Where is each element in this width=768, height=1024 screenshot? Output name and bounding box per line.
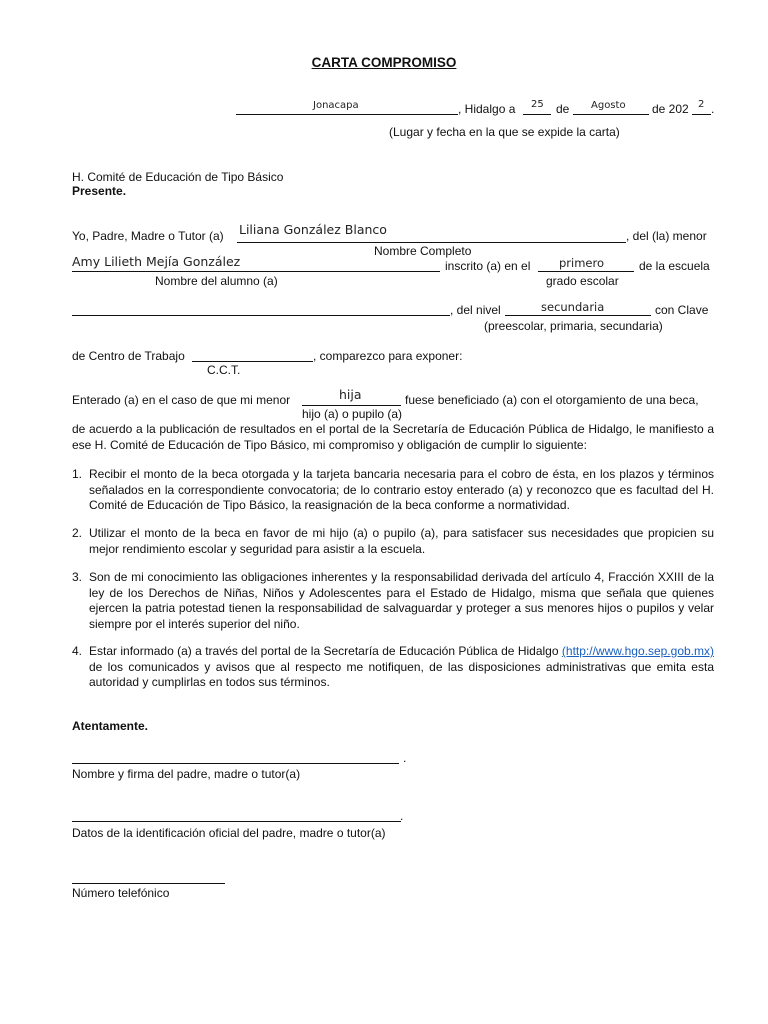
intro-paragraph: de acuerdo a la publicación de resultados en el portal de la Secretaría de Educación Pública de Hidalgo, le manifiesto a ese H. Comité de Educación de Tipo Básico, mi compromiso y obligación de cumplir lo siguiente:: [72, 422, 714, 452]
item-2-number: 2.: [72, 526, 83, 540]
phone-line: [72, 883, 225, 884]
presente-line: Presente.: [72, 184, 127, 198]
inscrito-text: inscrito (a) en el: [445, 259, 531, 273]
nombre-completo-caption: Nombre Completo: [374, 244, 472, 258]
school-blank: [72, 315, 450, 316]
year-prefix-text: de 202: [652, 102, 689, 116]
grade-blank: [538, 271, 634, 272]
hijo-caption: hijo (a) o pupilo (a): [302, 407, 403, 421]
student-name-value: Amy Lilieth Mejía González: [72, 254, 241, 269]
signature-name-line: [72, 763, 399, 764]
comparezco-text: , comparezco para exponer:: [313, 349, 463, 363]
tutor-intro-text: Yo, Padre, Madre o Tutor (a): [72, 229, 224, 243]
student-name-blank: [72, 271, 440, 272]
item-1-number: 1.: [72, 467, 83, 481]
hidalgo-text: , Hidalgo a: [458, 102, 516, 116]
item-3-number: 3.: [72, 570, 83, 584]
item-4-number: 4.: [72, 644, 83, 658]
day-value: 25: [531, 99, 544, 110]
level-value: secundaria: [541, 300, 605, 314]
con-clave-text: con Clave: [655, 303, 709, 317]
tutor-name-value: Liliana González Blanco: [239, 222, 387, 237]
tutor-name-blank: [237, 242, 626, 243]
year-value: 2: [698, 99, 705, 110]
date-end-text: .: [711, 102, 715, 116]
grado-caption: grado escolar: [546, 274, 619, 288]
signature-name-end: .: [403, 751, 407, 765]
id-data-line: [72, 821, 401, 822]
alumno-caption: Nombre del alumno (a): [155, 274, 278, 288]
enterado-text: Enterado (a) en el caso de que mi menor: [72, 393, 291, 407]
cct-caption: C.C.T.: [207, 363, 241, 377]
grade-value: primero: [559, 256, 605, 270]
item-3-text: Son de mi conocimiento las obligaciones inherentes y la responsabilidad derivada del artículo 4, Fracción XXIII de la ley de los Derechos de Niñas, Niños y Adolescentes para el Estado de Hidalgo, misma que señala que quienes ejercen la patria potestad tienen la responsabilidad de salvaguardar y proteger a sus menores hijos o pupilos y velar siempre por el interés superior del niño.: [89, 570, 714, 631]
signature-name-caption: Nombre y firma del padre, madre o tutor(a): [72, 767, 301, 781]
year-blank: [692, 114, 711, 115]
de-text: de: [556, 102, 570, 116]
day-blank: [523, 114, 551, 115]
item-4-text-after: de los comunicados y avisos que al respecto me notifiquen, de las disposiciones administrativas que emita esta autoridad y cumplirlas en todos sus términos.: [89, 659, 714, 689]
relation-value: hija: [339, 387, 362, 402]
level-blank: [505, 315, 651, 316]
month-blank: [573, 114, 649, 115]
id-data-caption: Datos de la identificación oficial del padre, madre o tutor(a): [72, 826, 386, 840]
beneficiado-text: fuese beneficiado (a) con el otorgamiento de una beca,: [405, 393, 699, 407]
cct-blank: [192, 361, 313, 362]
month-value: Agosto: [591, 100, 626, 111]
place-value: Jonacapa: [313, 100, 359, 111]
document-title: CARTA COMPROMISO: [311, 55, 457, 70]
del-nivel-text: , del nivel: [450, 303, 501, 317]
atentamente-label: Atentamente.: [72, 719, 149, 733]
relation-blank: [302, 405, 401, 406]
item-4-text: [89, 644, 714, 691]
date-caption: (Lugar y fecha en la que se expide la carta): [389, 125, 620, 139]
sep-portal-link[interactable]: (http://www.hgo.sep.gob.mx): [561, 644, 714, 658]
del-menor-text: , del (la) menor: [626, 229, 707, 243]
centro-trabajo-text: de Centro de Trabajo: [72, 349, 185, 363]
addressee-line: H. Comité de Educación de Tipo Básico: [72, 170, 284, 184]
id-data-end: .: [400, 809, 404, 823]
item-4-text-before: Estar informado (a) a través del portal de la Secretaría de Educación Pública de Hidalgo: [89, 644, 559, 658]
phone-caption: Número telefónico: [72, 886, 170, 900]
item-1-text: Recibir el monto de la beca otorgada y la tarjeta bancaria necesaria para el cobro de ésta, en los plazos y términos señalados en la correspondiente convocatoria; de lo contrario estoy enterado (a) y reconozco que es facultad del H. Comité de Educación de Tipo Básico, la reasignación de la beca conforme a normatividad.: [89, 467, 714, 512]
de-la-escuela-text: de la escuela: [639, 259, 710, 273]
item-2-text: Utilizar el monto de la beca en favor de mi hijo (a) o pupilo (a), para satisfacer sus necesidades que propicien su mejor rendimiento escolar y seguridad para asistir a la escuela.: [89, 526, 714, 556]
nivel-caption: (preescolar, primaria, secundaria): [484, 319, 663, 333]
place-blank: [236, 114, 458, 115]
